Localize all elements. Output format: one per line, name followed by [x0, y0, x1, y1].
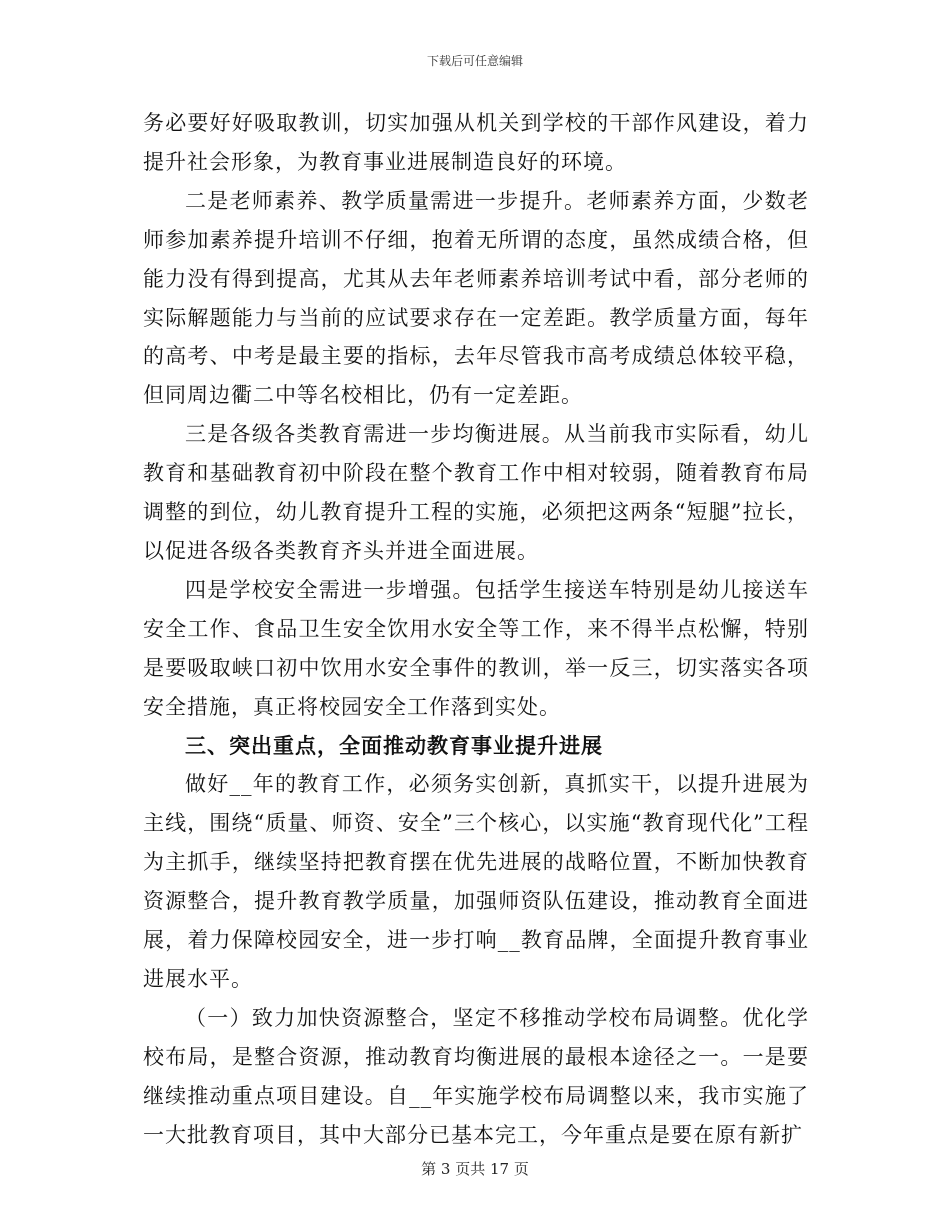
document-body: [143, 104, 809, 1154]
paragraph-balanced-development: 三是各级各类教育需进一步均衡进展。从当前我市实际看，幼儿教育和基础教育初中阶段在整个教育工作中相对较弱，随着教育布局调整的到位，幼儿教育提升工程的实施，必须把这两条“短腿”拉长，以促进各级各类教育齐头并进全面进展。: [143, 422, 809, 563]
paragraph-education-work: 做好__年的教育工作，必须务实创新，真抓实干，以提升进展为主线，围绕“质量、师资、安全”三个核心，以实施“教育现代化”工程为主抓手，继续坚持把教育摆在优先进展的战略位置，不断加快教育资源整合，提升教育教学质量，加强师资队伍建设，推动教育全面进展，着力保障校园安全，进一步打响__教育品牌，全面提升教育事业进展水平。: [143, 772, 809, 991]
page-number: 第 3 页共 17 页: [421, 1160, 529, 1178]
paragraph-resource-integration: （一）致力加快资源整合，坚定不移推动学校布局调整。优化学校布局，是整合资源，推动教育均衡进展的最根本途径之一。一是要继续推动重点项目建设。自__年实施学校布局调整以来，我市实施了一大批教育项目，其中大部分已基本完工，今年重点是要在原有新扩: [143, 1005, 809, 1147]
paragraph-teacher-quality: 二是老师素养、教学质量需进一步提升。老师素养方面，少数老师参加素养提升培训不仔细，抱着无所谓的态度，虽然成绩合格，但能力没有得到提高，尤其从去年老师素养培训考试中看，部分老师的实际解题能力与当前的应试要求存在一定差距。教学质量方面，每年的高考、中考是最主要的指标，去年尽管我市高考成绩总体较平稳，但同周边衢二中等名校相比，仍有一定差距。: [143, 188, 809, 408]
page-header: 下载后可任意编辑: [426, 54, 523, 68]
paragraph-school-safety: 四是学校安全需进一步增强。包括学生接送车特别是幼儿接送车安全工作、食品卫生安全饮用水安全等工作，来不得半点松懈，特别是要吸取峡口初中饮用水安全事件的教训，举一反三，切实落实各项安全措施，真正将校园安全工作落到实处。: [143, 577, 809, 719]
section-heading: 三、突出重点，全面推动教育事业提升进展: [185, 733, 603, 758]
paragraph-continuation: 务必要好好吸取教训，切实加强从机关到学校的干部作风建设，着力提升社会形象，为教育事业进展制造良好的环境。: [143, 111, 809, 174]
